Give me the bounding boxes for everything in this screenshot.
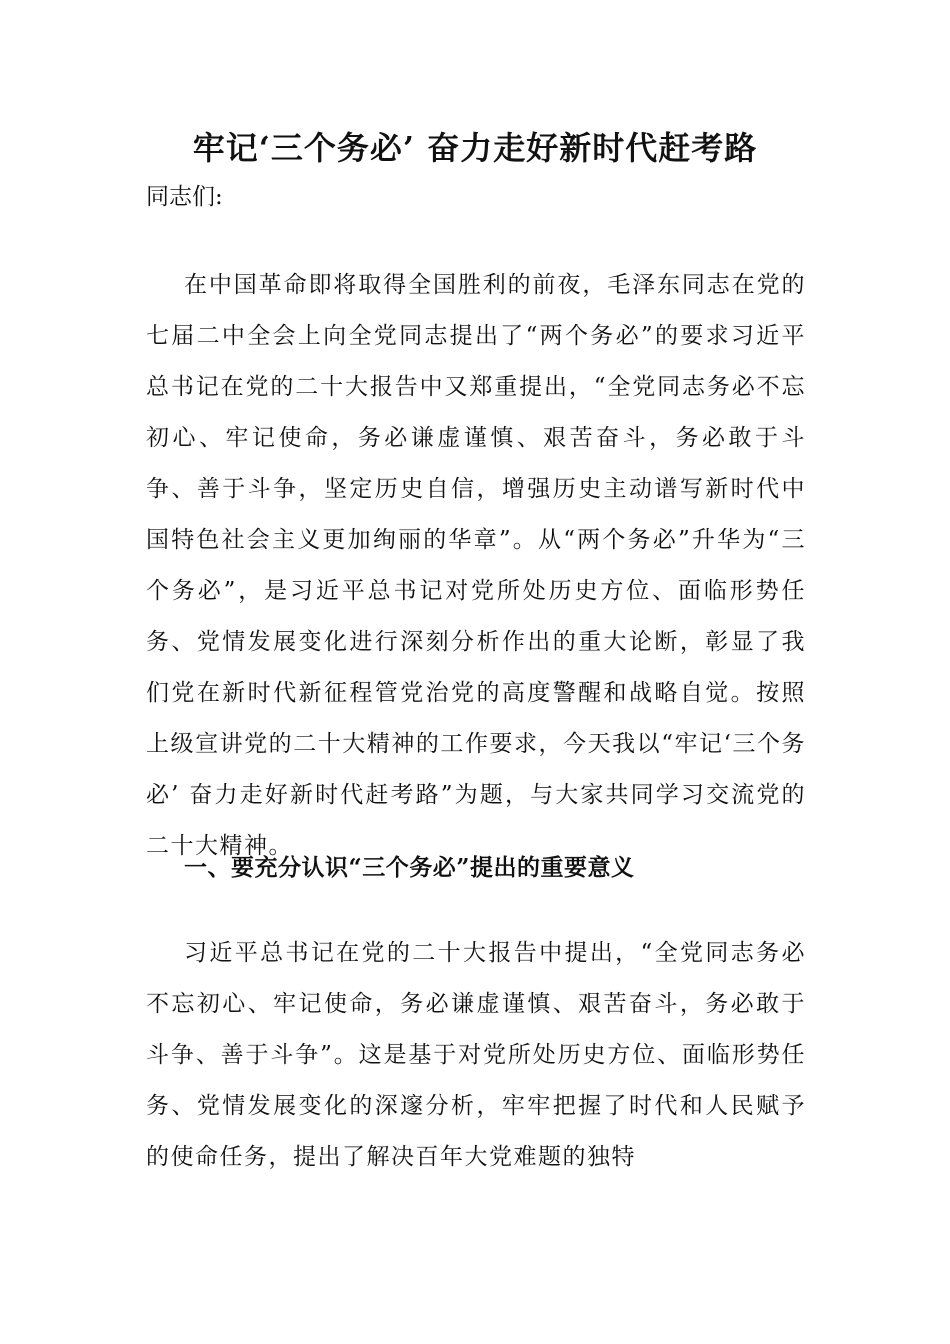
salutation: 同志们: [146, 184, 223, 210]
document-title: 牢记‘三个务必’ 奋力走好新时代赶考路 [192, 129, 758, 167]
section-heading: 一、要充分认识“三个务必”提出的重要意义 [184, 854, 635, 881]
body-paragraph: 习近平总书记在党的二十大报告中提出，“全党同志务必不忘初心、牢记使命，务必谦虚谨慎、艰苦奋斗，务必敢于斗争、善于斗争”。这是基于对党所处历史方位、面临形势任务、党情发展变化的深邃分析，牢牢把握了时代和人民赋予的使命任务，提出了解决百年大党难题的独特 [146, 940, 806, 1170]
body-paragraph: 在中国革命即将取得全国胜利的前夜，毛泽东同志在党的七届二中全会上向全党同志提出了“两个务必”的要求习近平总书记在党的二十大报告中又郑重提出，“全党同志务必不忘初心、牢记使命，务必谦虚谨慎、艰苦奋斗，务必敢于斗争、善于斗争，坚定历史自信，增强历史主动谱写新时代中国特色社会主义更加绚丽的华章”。从“两个务必”升华为“三个务必”，是习近平总书记对党所处历史方位、面临形势任务、党情发展变化进行深刻分析作出的重大论断，彰显了我们党在新时代新征程管党治党的高度警醒和战略自觉。按照上级宣讲党的二十大精神的工作要求，今天我以“牢记‘三个务必’ 奋力走好新时代赶考路”为题，与大家共同学习交流党的二十大精神。 [146, 272, 806, 859]
